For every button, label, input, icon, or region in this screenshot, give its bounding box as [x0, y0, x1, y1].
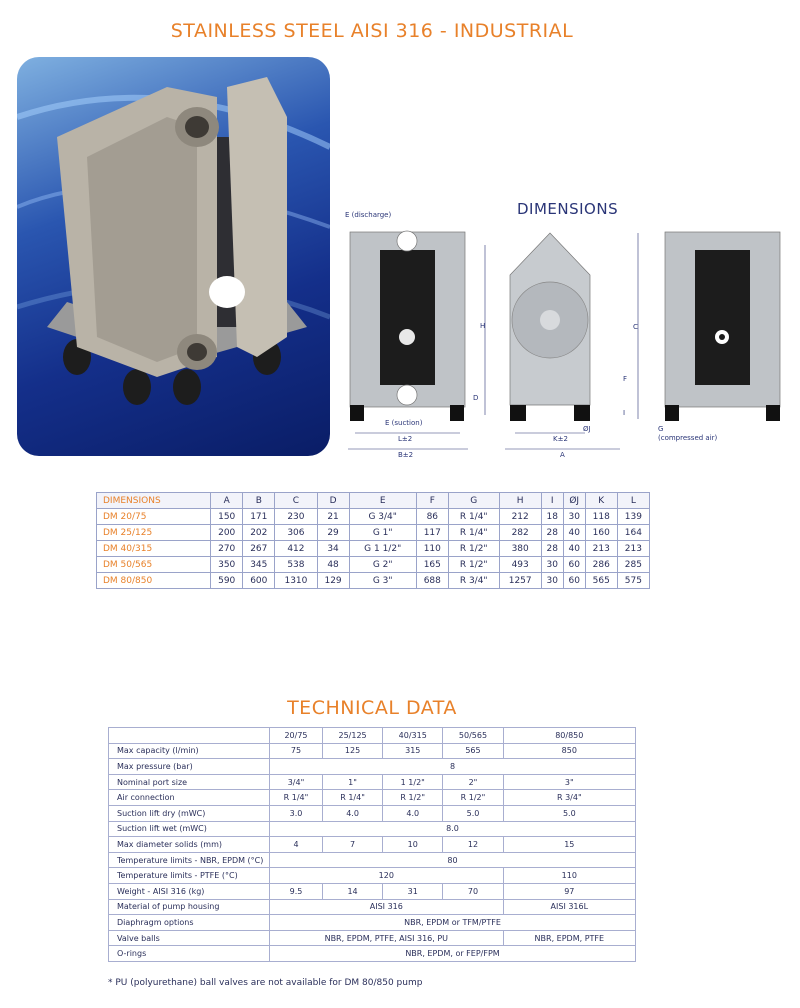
dim-value: 202 [243, 525, 275, 541]
model-name: DM 20/75 [97, 509, 211, 525]
dim-header: ØJ [563, 493, 585, 509]
dim-value: 171 [243, 509, 275, 525]
dim-value: 565 [585, 573, 617, 589]
row-temp-ptfe: Temperature limits - PTFE (°C) 120 110 [109, 868, 636, 884]
row-temp-nbr: Temperature limits - NBR, EPDM (°C) 80 [109, 852, 636, 868]
dim-value: 230 [275, 509, 317, 525]
technical-data-title: TECHNICAL DATA [287, 697, 457, 719]
dim-row [97, 541, 650, 557]
footnote: * PU (polyurethane) ball valves are not available for DM 80/850 pump [108, 978, 423, 988]
label-discharge: E (discharge) [345, 211, 392, 219]
dimensions-title: DIMENSIONS [517, 200, 619, 218]
dim-value: 48 [317, 557, 349, 573]
dim-value: 40 [563, 525, 585, 541]
dim-value: 117 [416, 525, 448, 541]
page-title: STAINLESS STEEL AISI 316 - INDUSTRIAL [170, 20, 574, 42]
dim-header: L [617, 493, 649, 509]
row-weight: Weight - AISI 316 (kg) 9.5 14 31 70 97 [109, 883, 636, 899]
dim-header: I [541, 493, 563, 509]
dim-row [97, 525, 650, 541]
model-header: 20/75 [270, 728, 323, 744]
tech-corner [109, 728, 270, 744]
dim-value: 30 [541, 557, 563, 573]
dim-row [97, 557, 650, 573]
label-i: I [623, 409, 626, 417]
label-f: F [623, 375, 628, 383]
dim-value: 380 [499, 541, 541, 557]
dim-value: 575 [617, 573, 649, 589]
dim-value: 590 [211, 573, 243, 589]
dim-value: 200 [211, 525, 243, 541]
dim-value: 18 [541, 509, 563, 525]
dim-header: E [349, 493, 416, 509]
dim-value: 285 [617, 557, 649, 573]
dim-value: 286 [585, 557, 617, 573]
dim-value: 1310 [275, 573, 317, 589]
dim-value: R 1/2" [448, 541, 499, 557]
dim-header: A [211, 493, 243, 509]
label-k: K±2 [553, 435, 568, 443]
dim-value: 165 [416, 557, 448, 573]
dim-value: 28 [541, 541, 563, 557]
dim-value: 1257 [499, 573, 541, 589]
dim-value: R 1/4" [448, 525, 499, 541]
technical-data-table [108, 727, 636, 962]
dim-value: 34 [317, 541, 349, 557]
dim-value: 129 [317, 573, 349, 589]
dim-value: 30 [541, 573, 563, 589]
dim-value: 538 [275, 557, 317, 573]
dim-value: 306 [275, 525, 317, 541]
dim-value: G 3/4" [349, 509, 416, 525]
dim-header: D [317, 493, 349, 509]
label-h: H [480, 322, 486, 330]
label-suction: E (suction) [385, 419, 423, 427]
dimension-drawings [340, 205, 790, 465]
row-pressure: Max pressure (bar) 8 [109, 759, 636, 775]
dim-header: DIMENSIONS [97, 493, 211, 509]
dim-value: R 1/4" [448, 509, 499, 525]
dim-value: 267 [243, 541, 275, 557]
dim-header: K [585, 493, 617, 509]
row-housing: Material of pump housing AISI 316 AISI 316L [109, 899, 636, 915]
dim-value: 21 [317, 509, 349, 525]
dim-value: 30 [563, 509, 585, 525]
dim-value: 118 [585, 509, 617, 525]
dim-header: C [275, 493, 317, 509]
row-balls: Valve balls NBR, EPDM, PTFE, AISI 316, PU NBR, EPDM, PTFE [109, 930, 636, 946]
dimensions-table [96, 492, 650, 589]
dim-value: 412 [275, 541, 317, 557]
label-d: D [473, 394, 479, 402]
dim-value: 493 [499, 557, 541, 573]
dim-value: 150 [211, 509, 243, 525]
row-air: Air connection R 1/4" R 1/4" R 1/2" R 1/2" R 3/4" [109, 790, 636, 806]
row-port: Nominal port size 3/4" 1" 1 1/2" 2" 3" [109, 774, 636, 790]
dim-value: 600 [243, 573, 275, 589]
model-header: 50/565 [443, 728, 503, 744]
dim-value: 345 [243, 557, 275, 573]
label-l: L±2 [398, 435, 413, 443]
label-a: A [560, 451, 565, 459]
dim-value: 139 [617, 509, 649, 525]
label-j: ØJ [583, 425, 591, 433]
dim-header: G [448, 493, 499, 509]
dim-value: 164 [617, 525, 649, 541]
dim-value: G 2" [349, 557, 416, 573]
dim-row [97, 509, 650, 525]
dim-value: 688 [416, 573, 448, 589]
dim-value: G 1 1/2" [349, 541, 416, 557]
dim-value: 212 [499, 509, 541, 525]
row-solids: Max diameter solids (mm) 4 7 10 12 15 [109, 837, 636, 853]
dim-value: 60 [563, 573, 585, 589]
model-name: DM 40/315 [97, 541, 211, 557]
dim-value: 60 [563, 557, 585, 573]
dim-value: G 3" [349, 573, 416, 589]
model-name: DM 50/565 [97, 557, 211, 573]
row-dry: Suction lift dry (mWC) 3.0 4.0 4.0 5.0 5.0 [109, 805, 636, 821]
dim-value: 282 [499, 525, 541, 541]
label-g-air: (compressed air) [658, 434, 718, 442]
dim-header: F [416, 493, 448, 509]
dim-value: R 3/4" [448, 573, 499, 589]
dim-value: 213 [585, 541, 617, 557]
pump-photo [17, 57, 330, 456]
dim-value: 160 [585, 525, 617, 541]
row-orings: O-rings NBR, EPDM, or FEP/FPM [109, 946, 636, 962]
dim-value: 110 [416, 541, 448, 557]
dim-header: B [243, 493, 275, 509]
dim-value: 29 [317, 525, 349, 541]
dim-value: 270 [211, 541, 243, 557]
dim-value: 350 [211, 557, 243, 573]
model-name: DM 25/125 [97, 525, 211, 541]
row-diaphragm: Diaphragm options NBR, EPDM or TFM/PTFE [109, 915, 636, 931]
row-wet: Suction lift wet (mWC) 8.0 [109, 821, 636, 837]
dim-value: 40 [563, 541, 585, 557]
label-b: B±2 [398, 451, 414, 459]
model-header: 40/315 [383, 728, 443, 744]
dim-row [97, 573, 650, 589]
model-name: DM 80/850 [97, 573, 211, 589]
dim-value: G 1" [349, 525, 416, 541]
dim-value: 86 [416, 509, 448, 525]
label-g: G [658, 425, 664, 433]
model-header: 80/850 [503, 728, 635, 744]
label-c: C [633, 323, 638, 331]
dim-header: H [499, 493, 541, 509]
dim-value: 213 [617, 541, 649, 557]
dim-value: R 1/2" [448, 557, 499, 573]
dim-value: 28 [541, 525, 563, 541]
model-header: 25/125 [322, 728, 382, 744]
row-capacity: Max capacity (l/min) 75 125 315 565 850 [109, 743, 636, 759]
